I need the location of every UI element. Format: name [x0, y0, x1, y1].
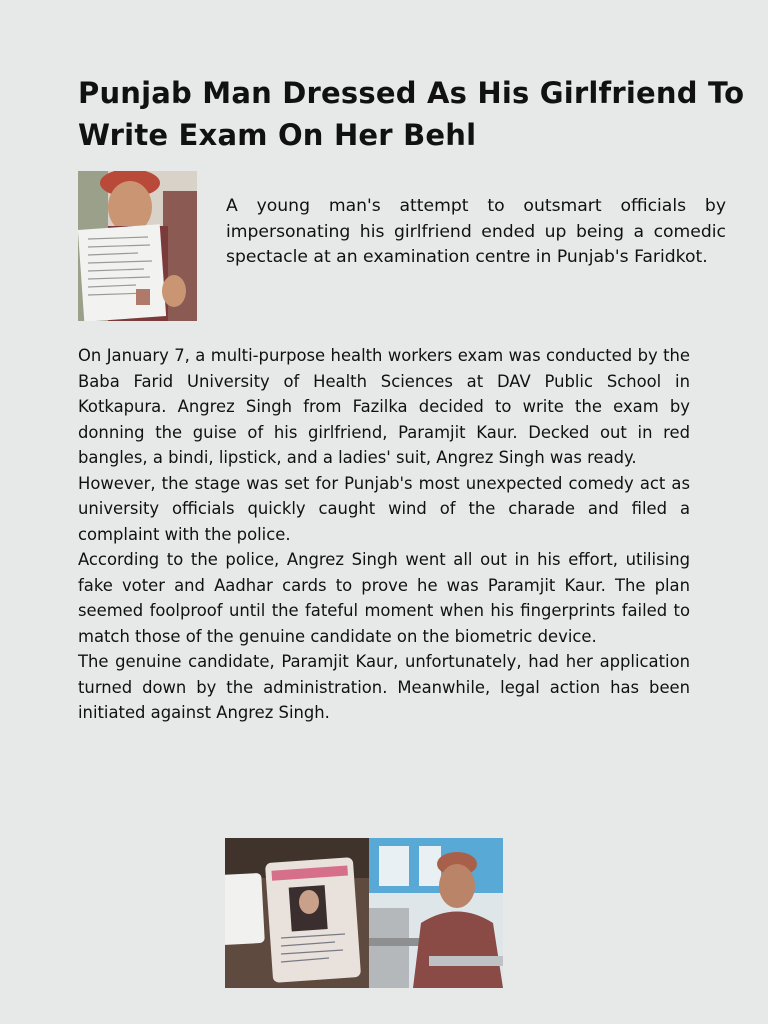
article-paragraph: On January 7, a multi-purpose health workers exam was conducted by the Baba Farid University of Health Sciences at DAV Public School in Kotkapura. Angrez Singh from Fazilka decided to write the exam by donning the guise of his girlfriend, Paramjit Kaur. Decked out in red bangles, a bindi, lipstick, and a ladies' suit, Angrez Singh was ready.: [78, 346, 690, 467]
article-paragraph: However, the stage was set for Punjab's most unexpected comedy act as university officials quickly caught wind of the charade and filed a complaint with the police.: [78, 473, 690, 544]
article-body: [78, 343, 690, 726]
article-paragraph: The genuine candidate, Paramjit Kaur, unfortunately, had her application turned down by the administration. Meanwhile, legal action has been initiated against Angrez Singh.: [78, 652, 690, 722]
article-intro: A young man's attempt to outsmart officials by impersonating his girlfriend ended up being a comedic spectacle at an examination centre in Punjab's Faridkot.: [226, 196, 726, 268]
article-paragraph: According to the police, Angrez Singh went all out in his effort, utilising fake voter and Aadhar cards to prove he was Paramjit Kaur. The plan seemed foolproof until the fateful moment when his fingerprints failed to match those of the genuine candidate on the biometric device.: [78, 550, 690, 646]
man-seated-in-classroom-photo: [369, 838, 503, 988]
man-holding-admit-card-photo: [78, 171, 197, 321]
article-title: Punjab Man Dressed As His Girlfriend To Write Exam On Her Behl: [78, 76, 745, 152]
voter-id-card-photo: [225, 838, 369, 988]
